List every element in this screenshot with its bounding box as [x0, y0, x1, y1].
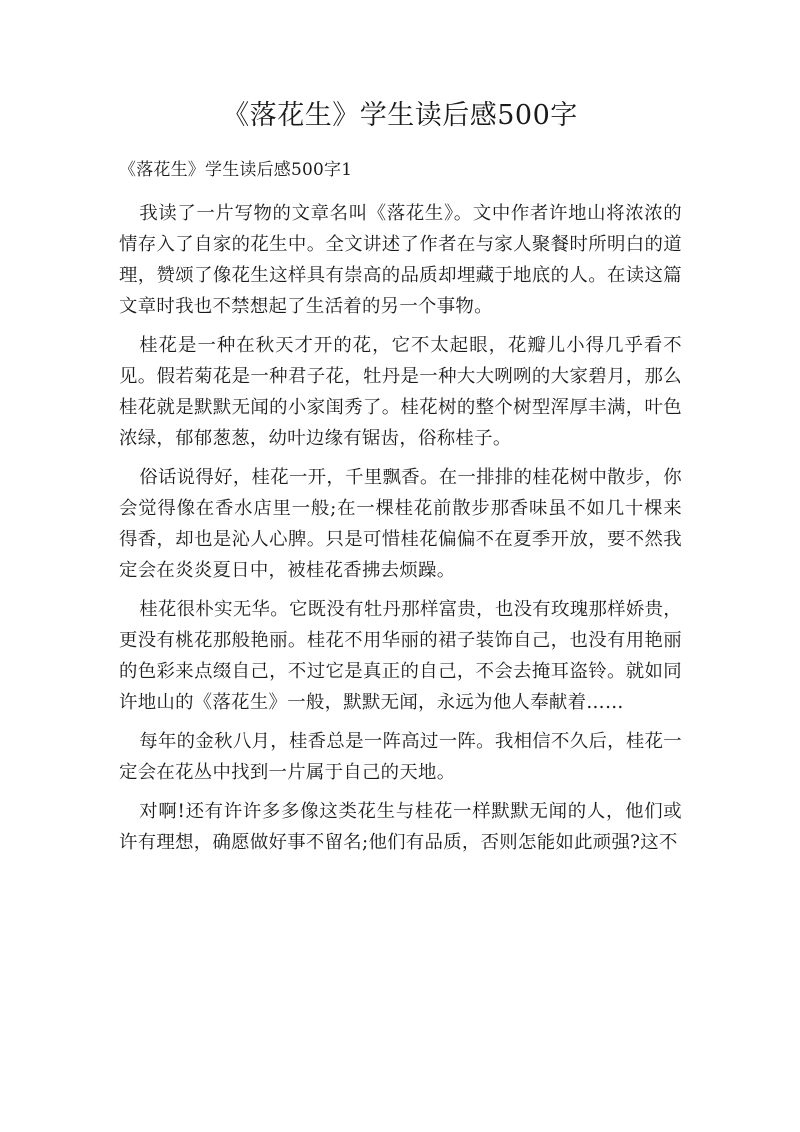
document-title: 《落花生》学生读后感500字	[222, 100, 578, 131]
document-body	[119, 198, 682, 858]
paragraph: 我读了一片写物的文章名叫《落花生》。文中作者许地山将浓浓的情存入了自家的花生中。全文讲述了作者在与家人聚餐时所明白的道理，赞颂了像花生这样具有崇高的品质却埋藏于地底的人。在读这篇文章时我也不禁想起了生活着的另一个事物。	[119, 203, 682, 317]
paragraph: 桂花很朴实无华。它既没有牡丹那样富贵，也没有玫瑰那样娇贵，更没有桃花那般艳丽。桂花不用华丽的裙子装饰自己，也没有用艳丽的色彩来点缀自己，不过它是真正的自己，不会去掩耳盗铃。就如同许地山的《落花生》一般，默默无闻，永远为他人奉献着……	[119, 599, 682, 713]
paragraph: 桂花是一种在秋天才开的花，它不太起眼，花瓣儿小得几乎看不见。假若菊花是一种君子花，牡丹是一种大大咧咧的大家碧月，那么桂花就是默默无闻的小家闺秀了。桂花树的整个树型浑厚丰满，叶色浓绿，郁郁葱葱，幼叶边缘有锯齿，俗称桂子。	[119, 335, 682, 449]
paragraph: 对啊!还有许许多多像这类花生与桂花一样默默无闻的人，他们或许有理想，确愿做好事不留名;他们有品质，否则怎能如此顽强?这不	[119, 801, 682, 853]
paragraph: 俗话说得好，桂花一开，千里飘香。在一排排的桂花树中散步，你会觉得像在香水店里一般;在一棵桂花前散步那香味虽不如几十棵来得香，却也是沁人心脾。只是可惜桂花偏偏不在夏季开放，要不然我定会在炎炎夏日中，被桂花香拂去烦躁。	[119, 467, 682, 581]
paragraph: 每年的金秋八月，桂香总是一阵高过一阵。我相信不久后，桂花一定会在花丛中找到一片属于自己的天地。	[119, 731, 682, 783]
document-subtitle: 《落花生》学生读后感500字1	[119, 160, 353, 180]
